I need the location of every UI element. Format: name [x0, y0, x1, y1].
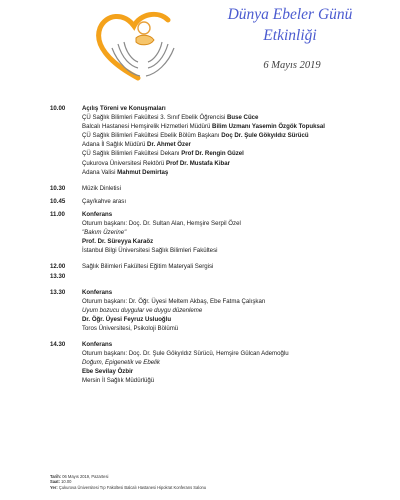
footer-info [50, 474, 380, 490]
program-text: Adana Valisi [82, 168, 118, 176]
footer-time-label: Saat: [50, 479, 61, 485]
program-time-start: 11.00 [50, 210, 65, 218]
program-text: Oturum başkanı: Doç. Dr. Şule Gökyıldız Sürücü, Hemşire Gülcan Ademoğlu [82, 350, 289, 358]
program-time-start: 10.45 [50, 197, 66, 205]
program-text-bold: Konferans [82, 288, 113, 296]
spacer [50, 177, 395, 184]
event-title [192, 4, 388, 46]
program-entry [50, 262, 395, 280]
program-text-bold: Konferans [82, 210, 113, 218]
program-schedule [50, 104, 395, 386]
program-line [82, 122, 395, 131]
program-text-bold: Doç Dr. Şule Gökyıldız Sürücü [221, 132, 309, 140]
footer-place-value: Çukurova Üniversitesi Tıp Fakültesi Balcalı Hastanesi Hipokrat Konferans Salonu [58, 484, 207, 490]
program-time [50, 210, 82, 255]
program-line [82, 367, 395, 376]
program-text: Çukurova Üniversitesi Rektörü [82, 159, 166, 167]
program-entry [50, 288, 395, 333]
program-time-start: 13.30 [50, 288, 66, 296]
program-line [82, 140, 395, 149]
program-line [82, 131, 395, 140]
program-time-start: 14.30 [50, 341, 66, 349]
program-line [82, 324, 395, 333]
program-text-bold: Dr. Ahmet Özer [147, 141, 191, 149]
program-text: ÇÜ Sağlık Bilimleri Fakültesi Dekanı [82, 150, 182, 158]
spacer [50, 281, 395, 288]
program-content [82, 104, 395, 177]
program-time [50, 197, 82, 206]
program-line [82, 228, 395, 237]
program-time [50, 184, 82, 193]
event-title-line1: Dünya Ebeler Günü [227, 6, 353, 23]
program-text-italic: Doğum, Epigenetik ve Ebelik [82, 359, 160, 367]
program-content [82, 340, 395, 385]
program-line [82, 262, 395, 271]
program-text: Adana İl Sağlık Müdürü [82, 141, 148, 149]
event-title-line2: Etkinliği [263, 27, 317, 44]
program-line [82, 297, 395, 306]
program-line [82, 210, 395, 219]
program-text: ÇÜ Sağlık Bilimleri Fakültesi Ebelik Bölüm Başkanı [82, 132, 222, 140]
program-line [82, 184, 395, 193]
program-line [82, 197, 395, 206]
program-content [82, 210, 395, 255]
program-text: İstanbul Bilgi Üniversitesi Sağlık Bilimleri Fakültesi [82, 247, 218, 255]
program-text-bold: Dr. Öğr. Üyesi Feyruz Usluoğlu [82, 315, 172, 323]
program-line [82, 315, 395, 324]
program-entry [50, 197, 395, 206]
program-text-bold: Buse Cüce [226, 114, 259, 122]
program-text-italic: Uyum bozucu duygular ve duygu düzenleme [82, 306, 203, 314]
program-text: Çay/kahve arası [82, 197, 127, 205]
program-text: Toros Üniversitesi, Psikoloji Bölümü [82, 324, 179, 332]
program-line [82, 237, 395, 246]
program-text-bold: Prof Dr. Rengin Güzel [181, 150, 244, 158]
program-line [82, 358, 395, 367]
program-line [82, 246, 395, 255]
program-line [82, 149, 395, 158]
spacer [50, 333, 395, 340]
program-text: Oturum başkanı: Dr. Öğr. Üyesi Meltem Akbaş, Ebe Fatma Çalışkan [82, 297, 266, 305]
program-content [82, 197, 395, 206]
program-line [82, 159, 395, 168]
program-time [50, 262, 82, 280]
program-time [50, 288, 82, 333]
program-text-bold: Konferans [82, 341, 113, 349]
program-entry [50, 104, 395, 177]
program-line [82, 376, 395, 385]
program-line [82, 306, 395, 315]
footer-date-value: 06 Mayıs 2019, Pazartesi [62, 474, 109, 479]
program-line [82, 113, 395, 122]
program-time-end: 13.30 [50, 272, 66, 280]
program-text: Balcalı Hastanesi Hemşirelik Hizmetleri Müdürü [82, 123, 213, 131]
program-content [82, 184, 395, 193]
hands-heart-logo [88, 4, 188, 86]
program-time [50, 340, 82, 385]
program-time-start: 10.00 [50, 105, 66, 112]
program-line [82, 219, 395, 228]
program-text-bold: Ebe Sevilay Özbir [82, 368, 134, 376]
footer-date-label: Tarih: [50, 474, 62, 479]
program-entry [50, 340, 395, 385]
footer-time-value: 10.00 [61, 479, 72, 485]
program-time-start: 12.00 [50, 263, 66, 271]
program-time-start: 10.30 [50, 184, 66, 192]
spacer [50, 255, 395, 262]
program-text-bold: Açılış Töreni ve Konuşmaları [82, 105, 166, 112]
program-text-bold: Prof Dr. Mustafa Kibar [166, 159, 230, 167]
program-line [82, 288, 395, 297]
program-text: Mersin İl Sağlık Müdürlüğü [82, 377, 155, 385]
program-content [82, 288, 395, 333]
program-text: Sağlık Bilimleri Fakültesi Eğitim Materyali Sergisi [82, 263, 214, 271]
footer-place-row [50, 485, 380, 490]
program-line [82, 340, 395, 349]
program-line [82, 349, 395, 358]
program-text-italic: "Bakım Üzerine" [82, 229, 127, 237]
program-text-bold: Prof. Dr. Süreyya Karaöz [82, 238, 154, 246]
program-line [82, 168, 395, 177]
program-content [82, 262, 395, 280]
footer-place-label: Yer: [50, 484, 58, 490]
program-text-bold: Bilim Uzmanı Yasemin Özgök Topuksal [212, 123, 325, 131]
program-entry [50, 210, 395, 255]
program-text: Oturum başkanı: Doç. Dr. Sultan Alan, Hemşire Serpil Özel [82, 220, 241, 228]
program-text: ÇÜ Sağlık Bilimleri Fakültesi 3. Sınıf Ebelik Öğrencisi [82, 114, 227, 122]
program-text-bold: Mahmut Demirtaş [117, 168, 169, 176]
event-date: 6 Mayıs 2019 [263, 60, 321, 71]
program-entry [50, 184, 395, 193]
program-time [50, 104, 82, 177]
program-text: Müzik Dinletisi [82, 184, 121, 192]
program-line [82, 104, 395, 113]
